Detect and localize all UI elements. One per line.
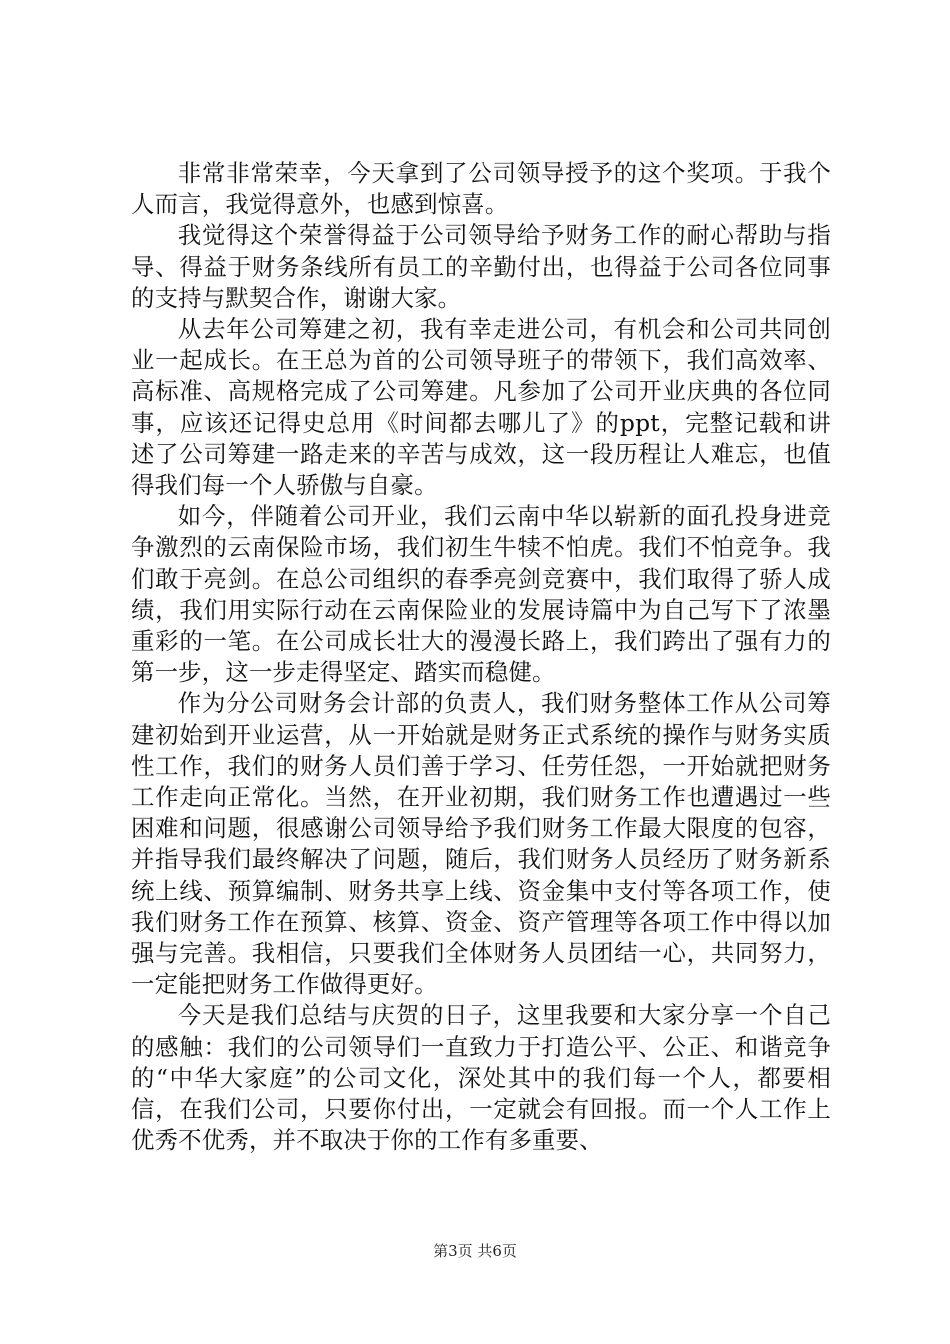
paragraph-5: 作为分公司财务会计部的负责人，我们财务整体工作从公司筹建初始到开业运营，从一开始就是财务正式系统的操作与财务实质性工作，我们的财务人员们善于学习、任劳任怨，一开始就把财务工作走向正常化。当然，在开业初期，我们财务工作也遭遇过一些困难和问题，很感谢公司领导给予我们财务工作最大限度的包容，并指导我们最终解决了问题，随后，我们财务人员经历了财务新系统上线、预算编制、财务共享上线、资金集中支付等各项工作，使我们财务工作在预算、核算、资金、资产管理等各项工作中得以加强与完善。我相信，只要我们全体财务人员团结一心，共同努力，一定能把财务工作做得更好。 (131, 689, 831, 999)
paragraph-1: 非常非常荣幸，今天拿到了公司领导授予的这个奖项。于我个人而言，我觉得意外，也感到惊喜。 (131, 159, 831, 219)
page-footer: 第3页 共6页 (433, 1242, 517, 1260)
paragraph-3: 从去年公司筹建之初，我有幸走进公司，有机会和公司共同创业一起成长。在王总为首的公司领导班子的带领下，我们高效率、高标准、高规格完成了公司筹建。凡参加了公司开业庆典的各位同事，应该还记得史总用《时间都去哪儿了》的ppt，完整记载和讲述了公司筹建一路走来的辛苦与成效，这一段历程让人难忘，也值得我们每一个人骄傲与自豪。 (131, 315, 831, 500)
paragraph-2: 我觉得这个荣誉得益于公司领导给予财务工作的耐心帮助与指导、得益于财务条线所有员工的辛勤付出，也得益于公司各位同事的支持与默契合作，谢谢大家。 (131, 221, 831, 312)
paragraph-4: 如今，伴随着公司开业，我们云南中华以崭新的面孔投身进竞争激烈的云南保险市场，我们初生牛犊不怕虎。我们不怕竞争。我们敢于亮剑。在总公司组织的春季亮剑竞赛中，我们取得了骄人成绩，我们用实际行动在云南保险业的发展诗篇中为自己写下了浓墨重彩的一笔。在公司成长壮大的漫漫长路上，我们跨出了强有力的第一步，这一步走得坚定、踏实而稳健。 (131, 502, 831, 687)
document-body (131, 158, 831, 1157)
paragraph-6: 今天是我们总结与庆贺的日子，这里我要和大家分享一个自己的感触：我们的公司领导们一直致力于打造公平、公正、和谐竞争的“中华大家庭”的公司文化，深处其中的我们每一个人，都要相信，在我们公司，只要你付出，一定就会有回报。而一个人工作上优秀不优秀，并不取决于你的工作有多重要、 (131, 1001, 831, 1155)
